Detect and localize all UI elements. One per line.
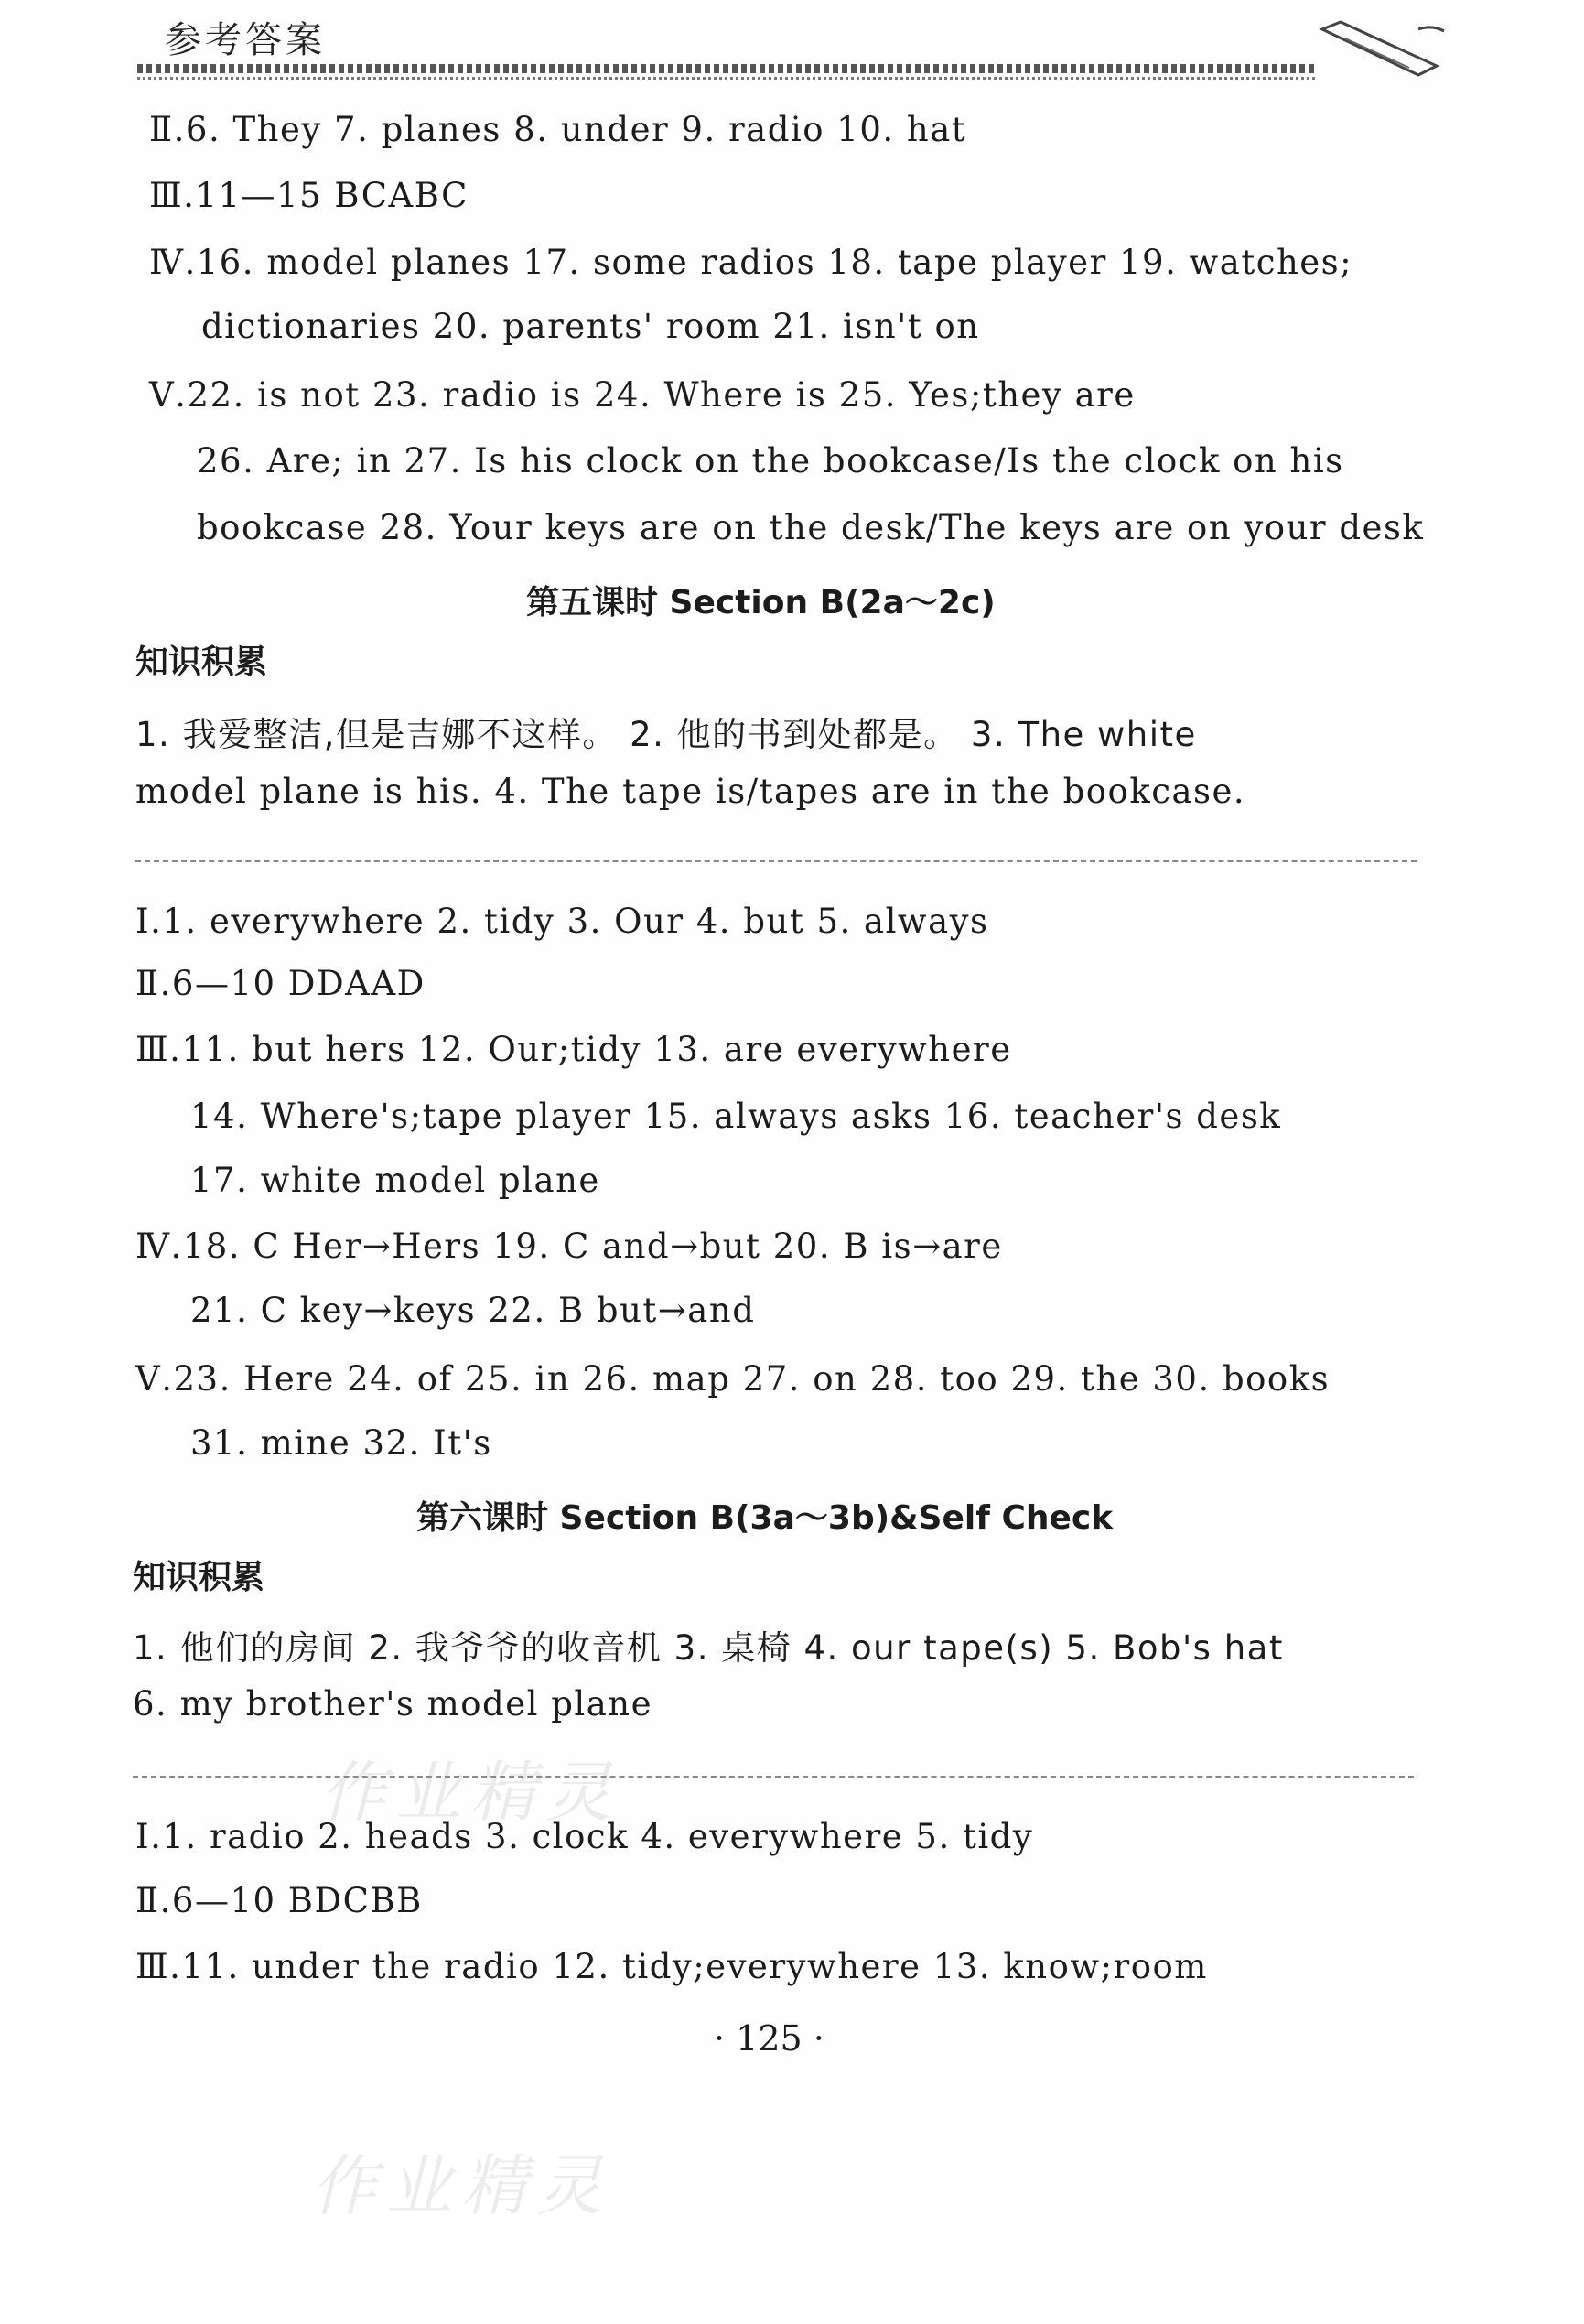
pen-decoration-icon xyxy=(1318,11,1446,84)
answer-line: dictionaries 20. parents' room 21. isn't on xyxy=(201,307,980,346)
page-number: · 125 · xyxy=(714,2018,824,2059)
page-header xyxy=(137,11,1437,84)
answer-line: 17. white model plane xyxy=(190,1161,600,1200)
answer-line: bookcase 28. Your keys are on the desk/The keys are on your desk xyxy=(197,508,1425,547)
answer-line: Ⅳ.18. C Her→Hers 19. C and→but 20. B is→are xyxy=(135,1227,1003,1266)
section-6-title: 第六课时 Section B(3a～3b)&Self Check xyxy=(416,1499,1114,1537)
section-5-divider xyxy=(135,860,1417,862)
watermark: 作业精灵 xyxy=(320,1754,621,1831)
section-6-knowledge-line: 1. 他们的房间 2. 我爷爷的收音机 3. 桌椅 4. our tape(s) 5. Bob's hat xyxy=(133,1628,1284,1668)
section-5-knowledge-label: 知识积累 xyxy=(135,643,268,681)
header-title: 参考答案 xyxy=(165,19,326,61)
answer-line: Ⅰ.1. everywhere 2. tidy 3. Our 4. but 5. always xyxy=(135,902,989,941)
section-5-knowledge-line: model plane is his. 4. The tape is/tapes are in the bookcase. xyxy=(135,772,1246,811)
section-6-knowledge-line: 6. my brother's model plane xyxy=(133,1684,653,1724)
answer-line: 31. mine 32. It's xyxy=(190,1423,492,1463)
answer-line: Ⅱ.6—10 DDAAD xyxy=(135,964,426,1003)
answer-line: Ⅲ.11—15 BCABC xyxy=(149,176,469,215)
answer-line: Ⅱ.6. They 7. planes 8. under 9. radio 10. hat xyxy=(149,110,967,149)
section-6-knowledge-label: 知识积累 xyxy=(133,1559,265,1596)
answer-line: Ⅱ.6—10 BDCBB xyxy=(135,1881,423,1920)
answer-line: Ⅴ.22. is not 23. radio is 24. Where is 25. Yes;they are xyxy=(149,375,1136,415)
answer-line: Ⅲ.11. but hers 12. Our;tidy 13. are everywhere xyxy=(135,1030,1012,1069)
answer-line: Ⅳ.16. model planes 17. some radios 18. tape player 19. watches; xyxy=(149,243,1353,282)
watermark: 作业精灵 xyxy=(311,2147,612,2224)
answer-line: 14. Where's;tape player 15. always asks 16. teacher's desk xyxy=(190,1097,1282,1136)
header-rule-secondary xyxy=(137,77,1318,80)
answer-line: 26. Are; in 27. Is his clock on the bookcase/Is the clock on his xyxy=(197,441,1344,481)
answer-line: 21. C key→keys 22. B but→and xyxy=(190,1291,756,1330)
answer-line: Ⅴ.23. Here 24. of 25. in 26. map 27. on 28. too 29. the 30. books xyxy=(135,1359,1331,1399)
answer-line: Ⅲ.11. under the radio 12. tidy;everywhere 13. know;room xyxy=(135,1947,1208,1986)
header-rule xyxy=(137,64,1318,73)
section-5-knowledge-line: 1. 我爱整洁,但是吉娜不这样。 2. 他的书到处都是。 3. The white xyxy=(135,715,1197,754)
answer-line: Ⅰ.1. radio 2. heads 3. clock 4. everywhere 5. tidy xyxy=(135,1817,1034,1856)
section-5-title: 第五课时 Section B(2a～2c) xyxy=(526,584,996,622)
